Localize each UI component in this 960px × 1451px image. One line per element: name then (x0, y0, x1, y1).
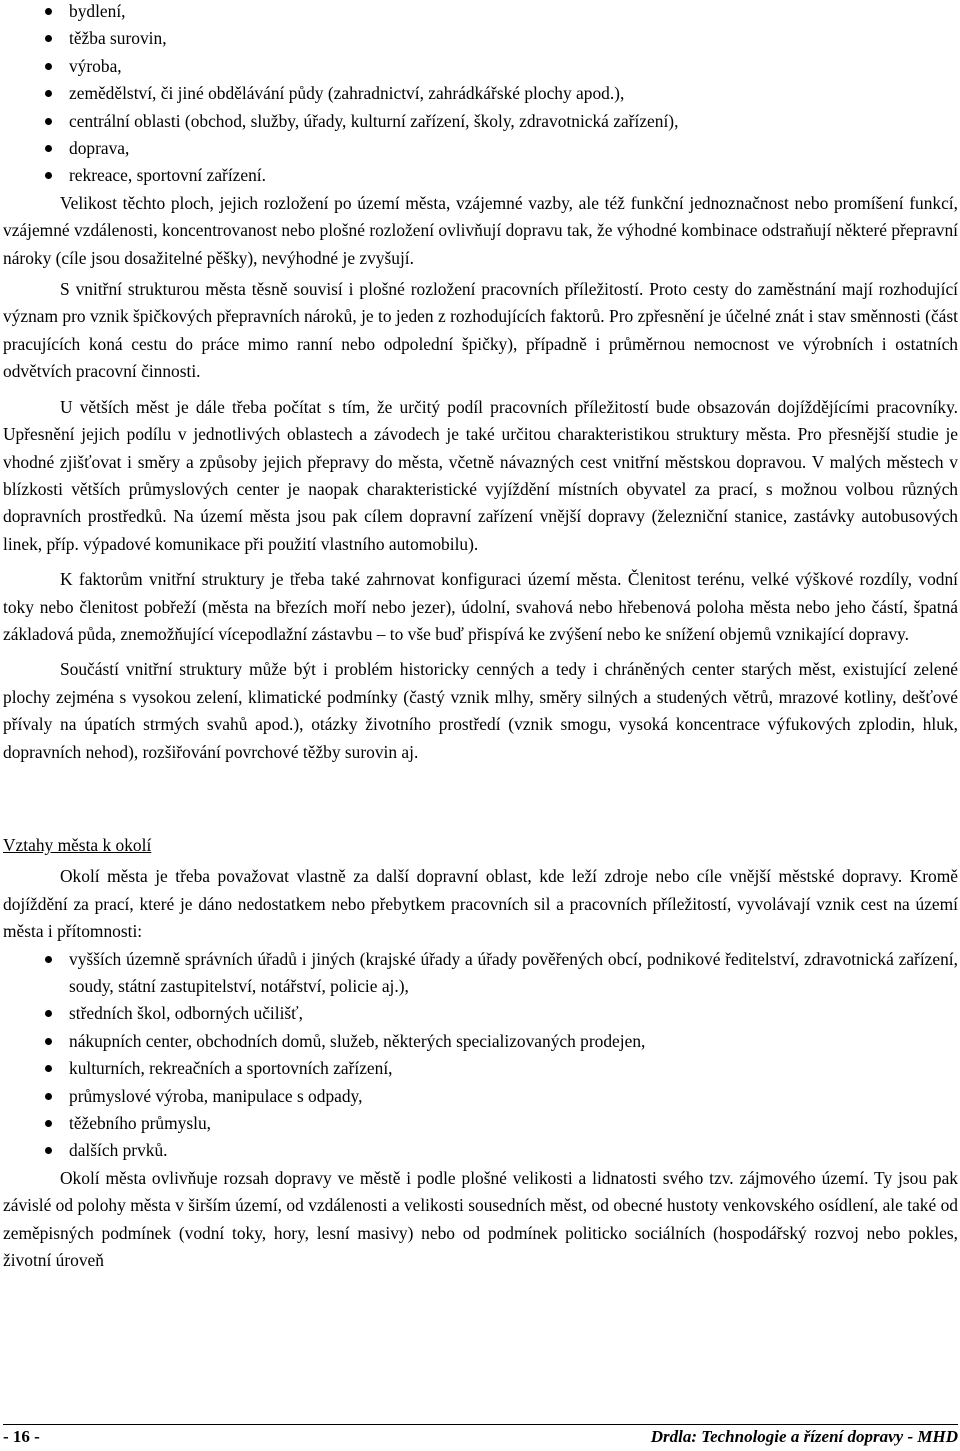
list-item-text: průmyslové výroba, manipulace s odpady, (69, 1085, 363, 1106)
paragraph-land-use: Velikost těchto ploch, jejich rozložení po území města, vzájemné vazby, ale též funkční jednoznačnost nebo promíšení funkcí, vzájemné vzdálenosti, koncentrovanost nebo plošné rozložení ovlivňují dopravu tak, že výhodné kombinace odstraňují některé přepravní nároky (cíle jsou dosažitelné pěšky), nevýhodné je zvyšují. (3, 192, 958, 268)
page-number: - 16 - (3, 1427, 40, 1446)
bullet-icon (45, 118, 52, 125)
bullet-icon (45, 1038, 52, 1045)
running-title: Drdla: Technologie a řízení dopravy - MHD (650, 1427, 958, 1446)
list-item (3, 1083, 958, 1110)
list-item (3, 0, 958, 25)
paragraph-surroundings-closing: Okolí města ovlivňuje rozsah dopravy ve městě i podle plošné velikosti a lidnatosti svého tzv. zájmového území. Ty jsou pak závislé od polohy města v širším území, od vzdálenosti a velikosti sousedních měst, od obecné hustoty venkovského osídlení, ale také od zeměpisných podmínek (vodní toky, hory, lesní masivy) nebo od podmínek politicko sociálních (hospodářský rozvoj nebo pokles, životní úroveň (3, 1167, 958, 1271)
land-use-list (3, 0, 958, 190)
list-item (3, 1000, 958, 1027)
list-item-text: dalších prvků. (69, 1140, 168, 1161)
list-item-text: nákupních center, obchodních domů, služeb, některých specializovaných prodejen, (69, 1030, 646, 1051)
list-item (3, 53, 958, 80)
bullet-icon (45, 8, 52, 15)
bullet-icon (45, 1065, 52, 1072)
bullet-icon (45, 1093, 52, 1100)
section-heading: Vztahy města k okolí (3, 834, 152, 855)
bullet-icon (45, 35, 52, 42)
bullet-icon (45, 1147, 52, 1154)
bullet-icon (45, 956, 52, 963)
list-item-text: bydlení, (69, 1, 126, 21)
bullet-icon (45, 172, 52, 179)
list-item (3, 80, 958, 107)
list-item-text: středních škol, odborných učilišť, (69, 1003, 303, 1024)
list-item-text: těžebního průmyslu, (69, 1113, 211, 1134)
list-item-text: rekreace, sportovní zařízení. (69, 165, 266, 186)
list-item (3, 135, 958, 162)
bullet-icon (45, 63, 52, 70)
list-item (3, 1110, 958, 1137)
paragraph-commuting: U větších měst je dále třeba počítat s tím, že určitý podíl pracovních příležitostí bude obsazován dojíždějícími pracovníky. Upřesnění jejich podílu v jednotlivých oblastech a závodech je také určitou charakteristikou struktury města. Pro přesnější studie je vhodné zjišťovat i směry a způsoby jejich přepravy do města, včetně návazných cest vnitřní městskou dopravou. V malých městech v blízkosti větších průmyslových center je naopak charakteristické vyjíždění místních obyvatel za prací, s možnou volbou různých dopravních prostředků. Na území města jsou pak cílem dopravní zařízení vnější dopravy (železniční stanice, zastávky autobusových linek, příp. výpadové komunikace při použití vlastního automobilu). (3, 396, 958, 554)
list-item (3, 108, 958, 135)
page-footer (3, 1425, 958, 1449)
paragraph-surroundings-intro: Okolí města je třeba považovat vlastně za další dopravní oblast, kde leží zdroje nebo cíle vnější městské dopravy. Kromě dojíždění za prací, které je dáno nedostatkem nebo přebytkem pracovních sil a pracovních příležitostí, vyvolávají vznik cest na území města i přítomnosti: (3, 866, 958, 942)
paragraph-historic-centers: Součástí vnitřní struktury může být i problém historicky cenných a tedy i chráněných center starých měst, existující zelené plochy zejména s vysokou zelení, klimatické podmínky (častý vznik mlhy, směry silných a studených větrů, mrazové kotliny, dešťové přívaly na úpatích strmých svahů apod.), otázky životního prostředí (vznik smogu, vysoká koncentrace výfukových zplodin, hluk, dopravních nehod), rozšiřování povrchové těžby surovin aj. (3, 659, 958, 762)
bullet-icon (45, 90, 52, 97)
list-item (3, 1028, 958, 1055)
list-item (3, 162, 958, 189)
list-item-text: centrální oblasti (obchod, služby, úřady, kulturní zařízení, školy, zdravotnická zařízení), (69, 110, 679, 131)
list-item-text: kulturních, rekreačních a sportovních zařízení, (69, 1058, 393, 1079)
list-item (3, 1137, 958, 1164)
list-item (3, 25, 958, 52)
list-item-text: těžba surovin, (69, 28, 167, 49)
bullet-icon (45, 1010, 52, 1017)
list-item-text: výroba, (69, 55, 122, 76)
bullet-icon (45, 145, 52, 152)
list-item-text: vyšších územně správních úřadů i jiných (krajské úřady a úřady pověřených obcí, podnikové ředitelství, zdravotnická zařízení, soudy, státní zastupitelství, notářství, policie aj.), (69, 948, 958, 996)
list-item-text: doprava, (69, 138, 130, 159)
bullet-icon (45, 1120, 52, 1127)
trip-generators-list (3, 946, 958, 1165)
list-item (3, 1055, 958, 1082)
list-item (3, 946, 958, 1001)
paragraph-terrain: K faktorům vnitřní struktury je třeba také zahrnovat konfiguraci území města. Členitost terénu, velké výškové rozdíly, vodní toky nebo členitost pobřeží (města na březích moří nebo jezer), údolní, svahová nebo hřebenová poloha města nebo jeho částí, špatná základová půda, znemožňující vícepodlažní zástavbu – to vše buď přispívá ke zvýšení nebo ke snížení objemů vznikající dopravy. (3, 569, 958, 644)
list-item-text: zemědělství, či jiné obdělávání půdy (zahradnictví, zahrádkářské plochy apod.), (69, 83, 625, 104)
paragraph-work-opportunities: S vnitřní strukturou města těsně souvisí i plošné rozložení pracovních příležitostí. Proto cesty do zaměstnání mají rozhodující význam pro vznik špičkových přepravních nároků, je to jeden z rozhodujících faktorů. Pro zpřesnění je účelné znát i stav směnnosti (část pracujících koná cestu do práce mimo ranní nebo odpolední špičky), případně i průměrnou nemocnost ve výrobních i ostatních odvětvích pracovní činnosti. (3, 279, 958, 382)
